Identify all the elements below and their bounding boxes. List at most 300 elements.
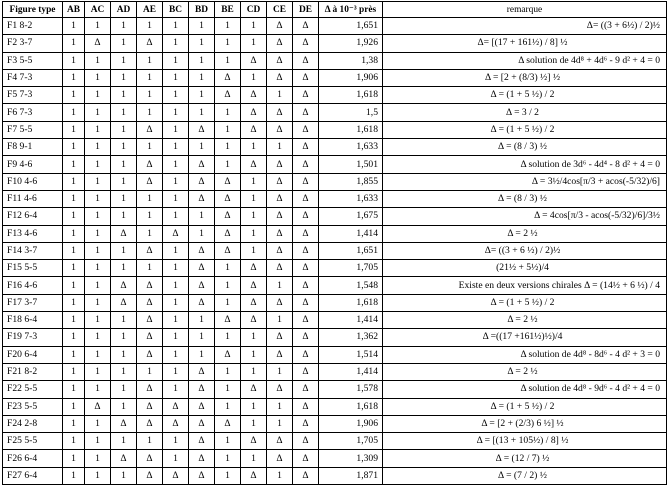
remark-cell: Δ = [2 + (8/3) ½] ½ [383,69,667,86]
cell-ce: Δ [267,35,293,52]
cell-bc: 1 [163,156,189,173]
cell-ad: Δ [111,277,137,294]
figure-type-cell: F8 9-1 [3,139,63,156]
cell-ac: Δ [85,35,111,52]
cell-ac: 1 [85,18,111,35]
cell-de: Δ [293,450,319,467]
cell-cd: Δ [241,104,267,121]
cell-de: Δ [293,173,319,190]
cell-ce: Δ [267,52,293,69]
delta-value-cell: 1,651 [319,242,383,259]
col-header-ab: AB [63,2,85,18]
remark-cell: Δ solution de 3d⁶ - 4d⁴ - 8 d² + 4 = 0 [383,156,667,173]
cell-cd: 1 [241,139,267,156]
cell-cd: 1 [241,190,267,207]
cell-de: Δ [293,294,319,311]
cell-bd: Δ [189,173,215,190]
cell-ce: 1 [267,139,293,156]
cell-de: Δ [293,208,319,225]
table-row [3,35,667,52]
figure-type-cell: F7 5-5 [3,121,63,138]
cell-ae: Δ [137,277,163,294]
cell-de: Δ [293,433,319,450]
cell-bc: 1 [163,450,189,467]
cell-ad: 1 [111,329,137,346]
cell-de: Δ [293,121,319,138]
cell-de: Δ [293,242,319,259]
cell-be: Δ [215,415,241,432]
cell-ad: 1 [111,18,137,35]
cell-bc: 1 [163,381,189,398]
figure-type-cell: F13 4-6 [3,225,63,242]
cell-ab: 1 [63,450,85,467]
cell-cd: Δ [241,260,267,277]
cell-ae: Δ [137,121,163,138]
cell-ce: Δ [267,18,293,35]
table-row [3,173,667,190]
cell-cd: 1 [241,208,267,225]
cell-be: 1 [215,277,241,294]
cell-ad: 1 [111,242,137,259]
cell-ce: 1 [267,415,293,432]
delta-value-cell: 1,855 [319,173,383,190]
cell-ae: Δ [137,467,163,484]
cell-bd: Δ [189,450,215,467]
col-header-delta: Δ à 10⁻³ près [319,2,383,18]
table-row [3,104,667,121]
cell-ce: 1 [267,363,293,380]
remark-cell: Δ = 2 ½ [383,225,667,242]
cell-be: 1 [215,363,241,380]
delta-value-cell: 1,871 [319,467,383,484]
cell-be: 1 [215,35,241,52]
cell-bc: 1 [163,104,189,121]
cell-ad: 1 [111,87,137,104]
remark-cell: Existe en deux versions chirales Δ = (14½ + 6 ½) / 4 [383,277,667,294]
cell-ac: 1 [85,173,111,190]
cell-de: Δ [293,69,319,86]
cell-ac: 1 [85,312,111,329]
cell-de: Δ [293,52,319,69]
cell-ad: 1 [111,35,137,52]
cell-bc: Δ [163,415,189,432]
cell-ab: 1 [63,35,85,52]
cell-bd: Δ [189,242,215,259]
cell-bd: Δ [189,363,215,380]
cell-ae: 1 [137,104,163,121]
cell-ab: 1 [63,104,85,121]
cell-ce: Δ [267,381,293,398]
table-row [3,190,667,207]
cell-ab: 1 [63,363,85,380]
table-row [3,242,667,259]
cell-ab: 1 [63,433,85,450]
cell-be: 1 [215,433,241,450]
cell-ab: 1 [63,18,85,35]
cell-de: Δ [293,139,319,156]
col-header-be: BE [215,2,241,18]
table-row [3,467,667,484]
cell-de: Δ [293,87,319,104]
cell-ae: Δ [137,415,163,432]
cell-ac: 1 [85,69,111,86]
cell-be: 1 [215,381,241,398]
cell-de: Δ [293,156,319,173]
col-header-remark: remarque [383,2,667,18]
cell-ac: 1 [85,52,111,69]
delta-value-cell: 1,926 [319,35,383,52]
cell-ac: 1 [85,329,111,346]
cell-bc: 1 [163,35,189,52]
cell-ae: Δ [137,294,163,311]
cell-bd: Δ [189,381,215,398]
figure-type-cell: F20 6-4 [3,346,63,363]
remark-cell: Δ = [(13 + 105½) / 8] ½ [383,433,667,450]
cell-be: Δ [215,225,241,242]
cell-cd: 1 [241,173,267,190]
cell-ab: 1 [63,294,85,311]
cell-cd: 1 [241,450,267,467]
cell-be: Δ [215,242,241,259]
remark-cell: Δ solution de 4d⁸ + 4d⁶ - 9 d² + 4 = 0 [383,52,667,69]
cell-de: Δ [293,363,319,380]
cell-ae: Δ [137,173,163,190]
cell-bc: 1 [163,87,189,104]
cell-cd: 1 [241,35,267,52]
figure-type-cell: F10 4-6 [3,173,63,190]
cell-ae: Δ [137,329,163,346]
cell-de: Δ [293,329,319,346]
figure-type-cell: F24 2-8 [3,415,63,432]
figure-type-cell: F27 6-4 [3,467,63,484]
delta-value-cell: 1,578 [319,381,383,398]
col-header-ad: AD [111,2,137,18]
cell-ab: 1 [63,277,85,294]
cell-bd: 1 [189,225,215,242]
remark-cell: Δ = (12 / 7) ½ [383,450,667,467]
figure-type-cell: F19 7-3 [3,329,63,346]
cell-be: 1 [215,139,241,156]
delta-value-cell: 1,633 [319,139,383,156]
figure-type-cell: F26 6-4 [3,450,63,467]
cell-bc: 1 [163,242,189,259]
cell-de: Δ [293,260,319,277]
figure-type-cell: F11 4-6 [3,190,63,207]
cell-ad: Δ [111,294,137,311]
header-row [3,2,667,18]
cell-be: 1 [215,450,241,467]
cell-ae: 1 [137,433,163,450]
cell-ac: 1 [85,190,111,207]
cell-ae: Δ [137,156,163,173]
delta-value-cell: 1,514 [319,346,383,363]
cell-ce: 1 [267,277,293,294]
cell-bc: 1 [163,139,189,156]
cell-cd: 1 [241,69,267,86]
table-row [3,121,667,138]
cell-be: Δ [215,69,241,86]
table-row [3,415,667,432]
cell-ad: 1 [111,260,137,277]
cell-ab: 1 [63,260,85,277]
cell-bc: 1 [163,433,189,450]
delta-value-cell: 1,906 [319,69,383,86]
cell-ac: 1 [85,363,111,380]
cell-be: 1 [215,104,241,121]
cell-ae: Δ [137,346,163,363]
cell-ce: Δ [267,450,293,467]
remark-cell: Δ= ((3 + 6 ½) / 2)½ [383,242,667,259]
cell-ad: Δ [111,450,137,467]
cell-ce: Δ [267,190,293,207]
remark-cell: Δ = [2 + (2/3) 6 ½] ½ [383,415,667,432]
delta-value-cell: 1,309 [319,450,383,467]
cell-cd: Δ [241,381,267,398]
cell-cd: 1 [241,415,267,432]
cell-bd: 1 [189,18,215,35]
cell-cd: 1 [241,225,267,242]
cell-be: 1 [215,398,241,415]
cell-ce: Δ [267,173,293,190]
remark-cell: Δ = (7 / 2) ½ [383,467,667,484]
figure-type-cell: F16 4-6 [3,277,63,294]
remark-cell: Δ = 2 ½ [383,363,667,380]
cell-ae: 1 [137,87,163,104]
cell-ac: 1 [85,104,111,121]
cell-ad: 1 [111,190,137,207]
cell-ac: 1 [85,467,111,484]
cell-be: 1 [215,294,241,311]
cell-ac: 1 [85,260,111,277]
remark-cell: (21½ + 5½)/4 [383,260,667,277]
cell-bd: Δ [189,294,215,311]
cell-bc: 1 [163,363,189,380]
remark-cell: Δ = 4cos[π/3 - acos(-5/32)/6]/3½ [383,208,667,225]
table-row [3,208,667,225]
cell-ad: 1 [111,52,137,69]
cell-ac: 1 [85,294,111,311]
cell-ab: 1 [63,208,85,225]
cell-ad: 1 [111,173,137,190]
remark-cell: Δ = (8 / 3) ½ [383,139,667,156]
cell-ac: 1 [85,415,111,432]
cell-de: Δ [293,415,319,432]
cell-ae: 1 [137,190,163,207]
cell-ac: 1 [85,208,111,225]
cell-ae: Δ [137,35,163,52]
cell-ab: 1 [63,312,85,329]
cell-ad: 1 [111,156,137,173]
table-row [3,312,667,329]
delta-value-cell: 1,38 [319,52,383,69]
cell-ce: 1 [267,467,293,484]
cell-cd: Δ [241,87,267,104]
cell-be: Δ [215,346,241,363]
cell-ce: Δ [267,346,293,363]
cell-bc: Δ [163,225,189,242]
cell-cd: Δ [241,294,267,311]
table-row [3,433,667,450]
cell-ce: Δ [267,208,293,225]
cell-ce: 1 [267,398,293,415]
cell-ae: 1 [137,208,163,225]
cell-ad: 1 [111,139,137,156]
delta-value-cell: 1,633 [319,190,383,207]
col-header-figure: Figure type [3,2,63,18]
cell-de: Δ [293,18,319,35]
cell-cd: Δ [241,433,267,450]
cell-be: Δ [215,312,241,329]
cell-ce: 1 [267,312,293,329]
cell-cd: 1 [241,398,267,415]
cell-ad: 1 [111,381,137,398]
cell-bc: 1 [163,329,189,346]
cell-ae: Δ [137,450,163,467]
cell-bd: Δ [189,260,215,277]
cell-ac: 1 [85,121,111,138]
delta-value-cell: 1,362 [319,329,383,346]
cell-ce: Δ [267,69,293,86]
col-header-cd: CD [241,2,267,18]
cell-ac: 1 [85,87,111,104]
cell-ac: 1 [85,139,111,156]
cell-de: Δ [293,35,319,52]
figure-type-cell: F12 6-4 [3,208,63,225]
cell-be: Δ [215,190,241,207]
cell-ad: Δ [111,415,137,432]
cell-bc: 1 [163,312,189,329]
cell-de: Δ [293,381,319,398]
cell-bc: 1 [163,52,189,69]
cell-ae: Δ [137,242,163,259]
col-header-bd: BD [189,2,215,18]
table-row [3,52,667,69]
cell-de: Δ [293,277,319,294]
cell-bc: Δ [163,398,189,415]
cell-bc: 1 [163,121,189,138]
remark-cell: Δ = 3½/4cos[π/3 + acos(-5/32)/6] [383,173,667,190]
cell-be: 1 [215,329,241,346]
cell-bd: 1 [189,87,215,104]
cell-ae: 1 [137,260,163,277]
col-header-de: DE [293,2,319,18]
cell-ab: 1 [63,329,85,346]
cell-ab: 1 [63,69,85,86]
figure-type-cell: F3 5-5 [3,52,63,69]
cell-ae: Δ [137,312,163,329]
table-row [3,260,667,277]
cell-ad: 1 [111,433,137,450]
cell-bc: 1 [163,69,189,86]
cell-de: Δ [293,398,319,415]
remark-cell: Δ = (8 / 3) ½ [383,190,667,207]
delta-value-cell: 1,618 [319,398,383,415]
table-row [3,450,667,467]
cell-de: Δ [293,104,319,121]
table-body [3,18,667,485]
cell-bd: 1 [189,52,215,69]
col-header-ae: AE [137,2,163,18]
delta-value-cell: 1,675 [319,208,383,225]
cell-bd: Δ [189,467,215,484]
cell-be: 1 [215,260,241,277]
remark-cell: Δ = (1 + 5 ½) / 2 [383,294,667,311]
cell-bd: Δ [189,156,215,173]
cell-bc: 1 [163,260,189,277]
cell-be: 1 [215,467,241,484]
cell-bd: Δ [189,415,215,432]
cell-ac: 1 [85,346,111,363]
cell-ab: 1 [63,398,85,415]
delta-value-cell: 1,906 [319,415,383,432]
cell-ad: 1 [111,312,137,329]
cell-cd: Δ [241,467,267,484]
cell-ad: 1 [111,363,137,380]
cell-ae: 1 [137,139,163,156]
cell-ad: 1 [111,121,137,138]
remark-cell: Δ= [(17 + 161½) / 8] ½ [383,35,667,52]
cell-be: Δ [215,173,241,190]
cell-bd: Δ [189,277,215,294]
cell-ab: 1 [63,242,85,259]
cell-cd: 1 [241,329,267,346]
cell-bd: Δ [189,398,215,415]
cell-ac: 1 [85,450,111,467]
cell-ce: Δ [267,242,293,259]
cell-ad: 1 [111,467,137,484]
cell-ac: Δ [85,398,111,415]
cell-ab: 1 [63,87,85,104]
cell-ac: 1 [85,277,111,294]
cell-bd: 1 [189,329,215,346]
cell-cd: Δ [241,121,267,138]
cell-ab: 1 [63,121,85,138]
table-row [3,398,667,415]
delta-value-cell: 1,548 [319,277,383,294]
figure-type-cell: F23 5-5 [3,398,63,415]
cell-ae: 1 [137,225,163,242]
table-row [3,87,667,104]
cell-ce: Δ [267,121,293,138]
cell-cd: Δ [241,156,267,173]
cell-bc: 1 [163,173,189,190]
cell-ae: 1 [137,52,163,69]
table-row [3,69,667,86]
figure-type-cell: F2 3-7 [3,35,63,52]
cell-de: Δ [293,190,319,207]
cell-de: Δ [293,346,319,363]
remark-cell: Δ solution de 4d⁸ - 9d⁶ - 4 d² + 4 = 0 [383,381,667,398]
figure-type-cell: F21 8-2 [3,363,63,380]
cell-bd: 1 [189,139,215,156]
cell-ab: 1 [63,467,85,484]
cell-ae: Δ [137,381,163,398]
cell-bd: 1 [189,69,215,86]
table-row [3,225,667,242]
cell-ce: Δ [267,294,293,311]
cell-bd: 1 [189,35,215,52]
delta-value-cell: 1,651 [319,18,383,35]
cell-bc: 1 [163,277,189,294]
cell-de: Δ [293,312,319,329]
cell-ab: 1 [63,190,85,207]
figure-type-cell: F15 5-5 [3,260,63,277]
table-row [3,346,667,363]
figure-type-cell: F5 7-3 [3,87,63,104]
cell-ab: 1 [63,52,85,69]
delta-value-cell: 1,618 [319,121,383,138]
remark-cell: Δ = (1 + 5 ½) / 2 [383,87,667,104]
